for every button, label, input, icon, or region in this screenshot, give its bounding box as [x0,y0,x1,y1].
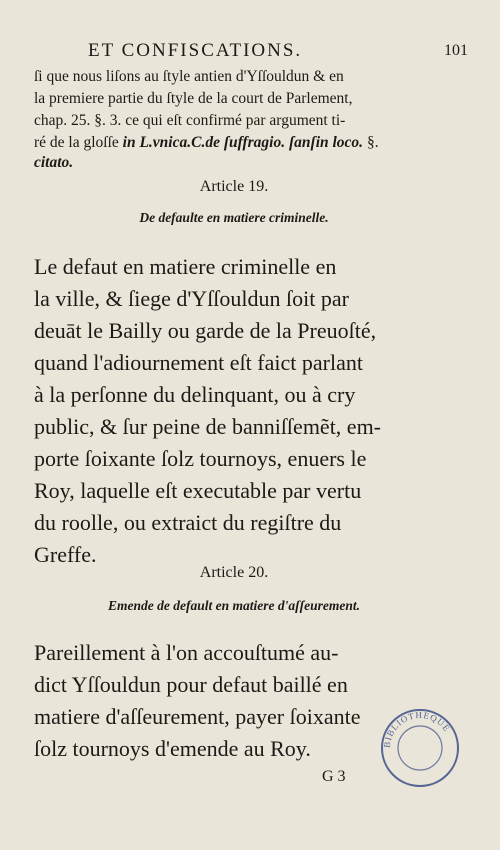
intro-line-5 [34,154,434,172]
article-19-line: du roolle, ou extraict du regiſtre du [34,510,342,535]
library-stamp [378,706,462,790]
intro-line-3: chap. 25. §. 3. ce qui eſt confirmé par argument ti- [34,112,346,129]
article-19-line: public, & ſur peine de banniſſemẽt, em- [34,414,382,439]
intro-line-4 [34,134,434,152]
article-19-line: Roy, laquelle eſt executable par vertu [34,478,362,503]
article-19-line: Greffe. [34,542,97,567]
article-19-rubric: De defaulte en matiere criminelle. [139,210,329,225]
intro-line-2: la premiere partie du ſtyle de la court de Parlement, [34,90,353,107]
article-19-line: la ville, & ſiege d'Yſſouldun ſoit par [34,286,349,311]
article-20-rubric: Emende de default en matiere d'aſſeurement. [108,598,360,613]
article-19-line: porte ſoixante ſolz tournoys, enuers le [34,446,367,471]
citato-word: citato. [34,154,74,171]
article-20-line: matiere d'aſſeurement, payer ſoixante [34,704,361,729]
article-20-heading: Article 20. [199,564,269,581]
article-19-line: deuāt le Bailly ou garde de la Preuoſté, [34,318,377,343]
section-mark: §. [366,134,379,151]
sansin-citation: ſanſin loco. [289,134,364,151]
stamp-text: BIBLIOTHEQUE [381,709,453,749]
signature-mark: G 3 [322,768,346,785]
running-title: ET CONFISCATIONS. [88,40,303,61]
page-header [88,40,468,64]
article-20-line: dict Yſſouldun pour defaut baillé en [34,672,348,697]
gloss-text: ré de la gloſſe [34,134,119,151]
page-number: 101 [444,42,468,59]
law-citation: in L.vnica.C.de ſuffragio. [122,134,286,151]
article-20-line: Pareillement à l'on accouſtumé au- [34,640,339,665]
article-20-line: ſolz tournoys d'emende au Roy. [34,736,311,761]
article-19-line: quand l'adiournement eſt faict parlant [34,350,363,375]
article-19-heading: Article 19. [199,178,269,195]
intro-line-1: ſi que nous liſons au ſtyle antien d'Yſſouldun & en [34,68,344,85]
article-19-line: à la perſonne du delinquant, ou à cry [34,382,356,407]
article-19-line: Le defaut en matiere criminelle en [34,254,337,279]
